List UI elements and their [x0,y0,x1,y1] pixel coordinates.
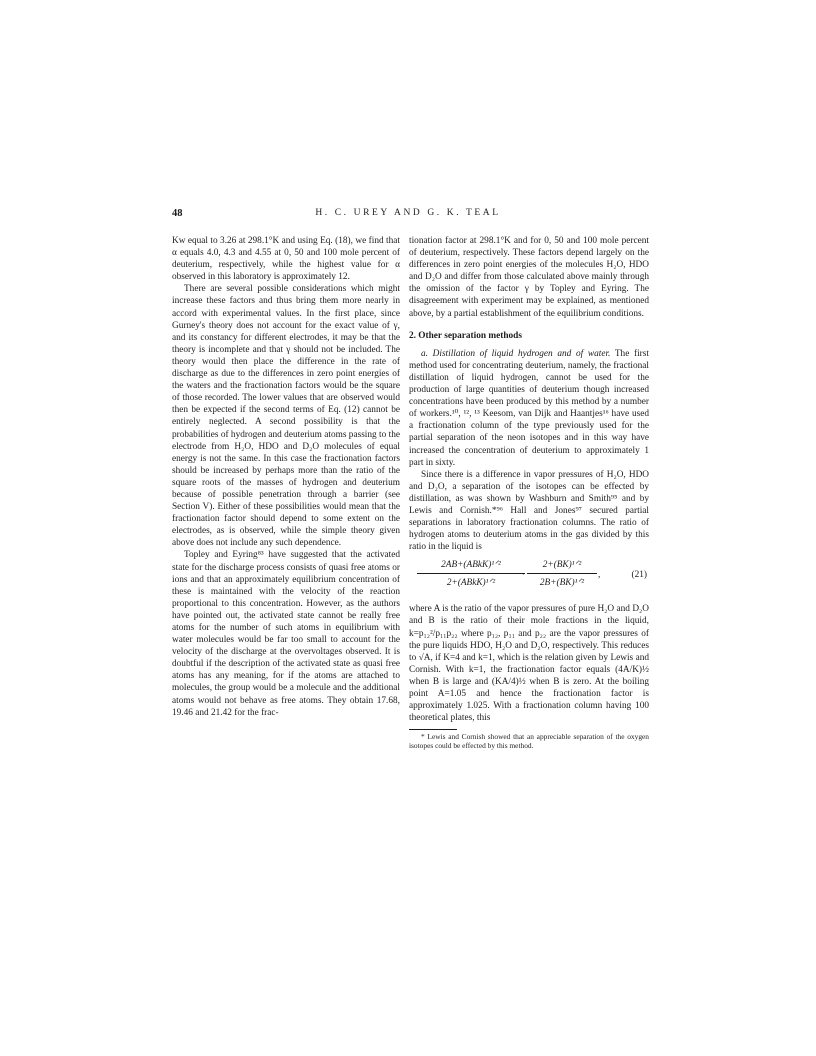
equation-dot: · [522,570,525,581]
equation-numerator: 2AB+(ABkK)¹ᐟ² [417,559,525,574]
paragraph: There are several possible considerations which might increase these factors and thus bring them more nearly in accord with experimental values. In the first place, since Gurney's theory does not account for the exact value of γ, and its constancy for different electrodes, it may be that the theory is incomplete and that γ should not be included. The theory would then place the difference in the rate of discharge as due to the differences in zero point energies of the waters and the fractionation factors would be the square of those recorded. The lower values that are observed would then be expected if the second terms of Eq. (12) cannot be entirely neglected. A second possibility is that the probabilities of hydrogen and deuterium atoms passing to the electrode from H₂O, HDO and D₂O molecules of equal energy is not the same. In this case the fractionation factors should be increased by perhaps more than the ratio of the square roots of the masses of hydrogen and deuterium because of possible penetration through a barrier (see Section V). Either of these possibilities would mean that the fractionation factor should depend to some extent on the electrodes, as is observed, while the simple theory given above does not include any such dependence. [172,284,400,549]
subsection-lead: a. Distillation of liquid hydrogen and of water. [421,348,611,359]
equation-numerator: 2+(BK)¹ᐟ² [527,559,597,574]
paragraph: Since there is a difference in vapor pressures of H₂O, HDO and D₂O, a separation of the isotopes can be effected by distillation, as was shown by Washburn and Smith⁹⁵ and by Lewis and Cornish.*⁹⁶ Hall and Jones⁹⁷ secured partial separations in laboratory fractionation columns. The ratio of hydrogen atoms to deuterium atoms in the gas divided by this ratio in the liquid is [409,469,649,553]
paragraph: where A is the ratio of the vapor pressures of pure H₂O and D₂O and B is the ratio of their mole fractions in the liquid, k=p₁₂²/p₁₁p₂₂ where p₁₂, p₁₁ and p₂₂ are the vapor pressures of the pure liquids HDO, H₂O and D₂O, respectively. This reduces to √A, if K=4 and k=1, which is the relation given by Lewis and Cornish. With k=1, the fractionation factor equals (4A/K)½ when B is large and (KA/4)½ when B is zero. At the boiling point A=1.05 and hence the fractionation factor is approximately 1.025. With a fractionation column having 100 theoretical plates, this [409,604,649,724]
section-heading: 2. Other separation methods [409,330,522,341]
equation-fraction-2 [527,559,597,589]
equation-denominator: 2+(ABkK)¹ᐟ² [446,578,496,589]
equation-comma: , [598,570,601,581]
footnote: * Lewis and Cornish showed that an appreciable separation of the oxygen isotopes could be effected by this method. [409,732,649,750]
running-head: H. C. UREY AND G. K. TEAL [315,208,501,218]
left-column [172,235,400,719]
equation-number: (21) [631,570,647,581]
equation-denominator: 2B+(BK)¹ᐟ² [539,578,585,589]
paragraph: tionation factor at 298.1°K and for 0, 50 and 100 mole percent of deuterium, respectively. These factors depend largely on the differences in zero point energies of the molecules H₂O, HDO and D₂O and differ from those calculated above mainly through the omission of the factor γ by Topley and Eyring. The disagreement with experiment may be explained, as mentioned above, by a partial establishment of the equilibrium conditions. [409,236,649,319]
equation-fraction-1 [417,559,525,589]
running-header [172,208,644,224]
page-number: 48 [172,208,183,219]
right-column [409,235,649,750]
equation-21 [409,557,649,597]
paragraph [409,348,649,469]
paragraph: Kw equal to 3.26 at 298.1°K and using Eq. (18), we find that α equals 4.0, 4.3 and 4.55 at 0, 50 and 100 mole percent of deuterium, respectively, while the highest value for α observed in this laboratory is approximately 12. [172,236,400,283]
paragraph: Topley and Eyring⁸³ have suggested that the activated state for the discharge process consists of quasi free atoms or ions and that an approximately equilibrium concentration of these is maintained with the velocity of the reaction proportional to this concentration. However, as the authors have pointed out, the activated state cannot be really free atoms for the number of such atoms in equilibrium with water molecules would be far too small to account for the velocity of the discharge at the overvoltages observed. It is doubtful if the description of the activated state as quasi free atoms has any meaning, for if the atoms are attached to molecules, the group would be a molecule and the additional atoms would not behave as free atoms. They obtain 17.68, 19.46 and 21.42 for the frac- [172,550,400,718]
paragraph-text: The first method used for concentrating deuterium, namely, the fractional distillation of liquid hydrogen, cannot be used for the production of large quantities of deuterium though increased concentrations have been produced by this method by a number of workers.¹⁰, ¹², ¹³ Keesom, van Dijk and Haantjes¹⁶ have used a fractionation column of the type previously used for the partial separation of the neon isotopes and in this way have increased the concentration of deuterium to approximately 1 part in sixty. [409,348,649,468]
footnote-rule [409,729,457,730]
